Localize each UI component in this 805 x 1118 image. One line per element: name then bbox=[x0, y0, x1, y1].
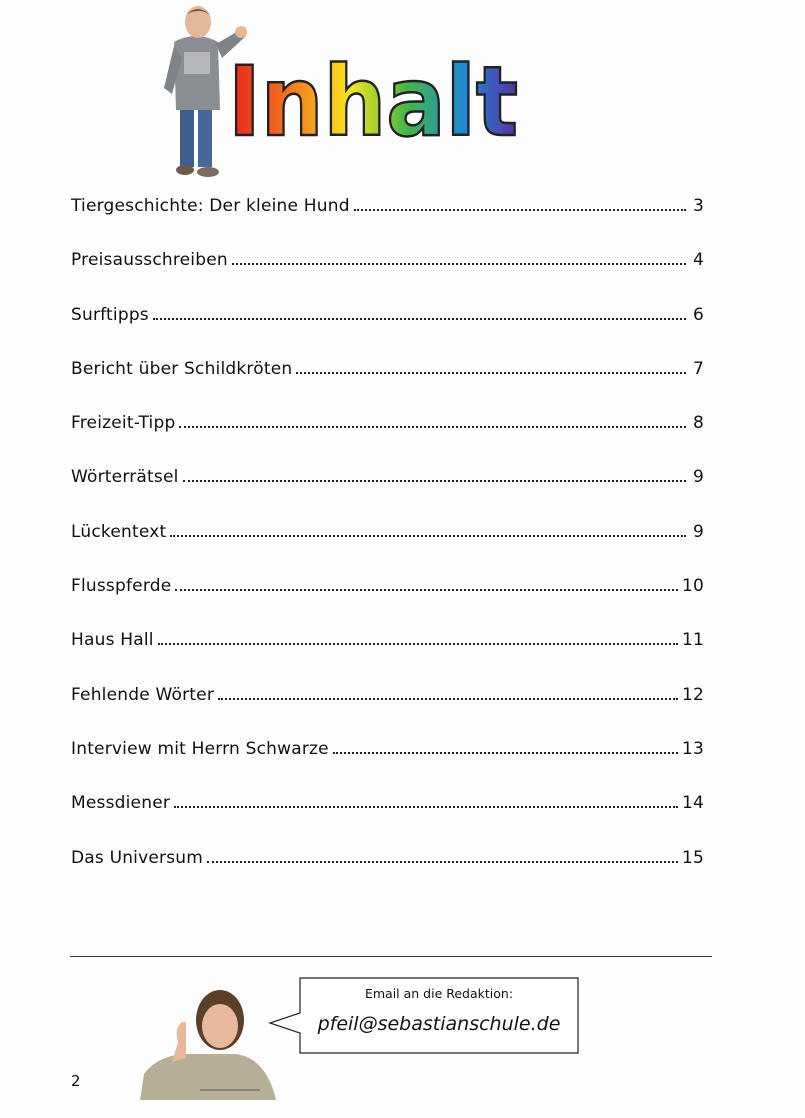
toc-dot-leader bbox=[333, 752, 678, 754]
toc-entry[interactable] bbox=[71, 739, 704, 793]
toc-dot-leader bbox=[158, 643, 678, 645]
toc-entry-page: 8 bbox=[692, 413, 704, 434]
toc-entry-title: Flusspferde bbox=[71, 576, 172, 597]
toc-entry-page: 6 bbox=[692, 304, 704, 325]
toc-entry-page: 15 bbox=[681, 847, 704, 868]
toc-dot-leader bbox=[179, 426, 686, 428]
toc-entry-page: 13 bbox=[681, 738, 704, 759]
toc-entry-page: 11 bbox=[681, 630, 704, 651]
title-text: Inhalt bbox=[228, 46, 518, 150]
toc-dot-leader bbox=[175, 589, 678, 591]
toc-entry-page: 9 bbox=[692, 521, 704, 542]
footer-divider bbox=[70, 956, 712, 957]
toc-entry[interactable] bbox=[71, 630, 704, 684]
toc-entry-page: 3 bbox=[692, 196, 704, 216]
toc-entry-title: Tiergeschichte: Der kleine Hund bbox=[71, 196, 350, 216]
toc-entry[interactable] bbox=[71, 196, 704, 250]
toc-entry[interactable] bbox=[71, 793, 704, 847]
toc-entry[interactable] bbox=[71, 848, 704, 902]
toc-entry-title: Surftipps bbox=[71, 304, 149, 325]
email-label: Email an die Redaktion: bbox=[364, 986, 514, 1001]
toc-entry-title: Preisausschreiben bbox=[71, 250, 228, 271]
toc-dot-leader bbox=[354, 209, 686, 211]
toc-entry-page: 12 bbox=[681, 684, 704, 705]
toc-entry[interactable] bbox=[71, 467, 704, 521]
toc-entry[interactable] bbox=[71, 522, 704, 576]
toc-entry-page: 9 bbox=[692, 467, 704, 488]
toc-dot-leader bbox=[153, 318, 686, 320]
toc-entry[interactable] bbox=[71, 250, 704, 304]
toc-entry-page: 7 bbox=[692, 358, 704, 379]
toc-entry-title: Interview mit Herrn Schwarze bbox=[71, 738, 329, 759]
toc-entry[interactable] bbox=[71, 413, 704, 467]
toc-dot-leader bbox=[207, 861, 678, 863]
toc-entry-title: Lückentext bbox=[71, 521, 167, 542]
toc-entry-title: Bericht über Schildkröten bbox=[71, 358, 293, 379]
page-number: 2 bbox=[71, 1072, 81, 1090]
toc-entry-title: Wörterrätsel bbox=[71, 467, 179, 488]
toc-entry-page: 10 bbox=[681, 576, 704, 597]
toc-entry-title: Freizeit-Tipp bbox=[71, 413, 176, 434]
toc-dot-leader bbox=[174, 806, 678, 808]
toc-entry[interactable] bbox=[71, 305, 704, 359]
page-title bbox=[228, 40, 528, 150]
toc-entry-page: 14 bbox=[681, 793, 704, 814]
toc-entry[interactable] bbox=[71, 359, 704, 413]
toc-entry-page: 4 bbox=[692, 250, 704, 271]
toc-dot-leader bbox=[218, 698, 678, 700]
toc-dot-leader bbox=[183, 480, 686, 482]
toc-dot-leader bbox=[170, 535, 686, 537]
girl-photo bbox=[140, 978, 280, 1100]
toc-entry-title: Fehlende Wörter bbox=[71, 684, 215, 705]
toc-entry[interactable] bbox=[71, 576, 704, 630]
email-address[interactable]: pfeil@sebastianschule.de bbox=[317, 1013, 561, 1035]
toc-entry-title: Das Universum bbox=[71, 847, 204, 868]
email-box bbox=[300, 978, 578, 1035]
toc-dot-leader bbox=[296, 372, 686, 374]
table-of-contents bbox=[71, 196, 704, 902]
toc-dot-leader bbox=[232, 263, 686, 265]
toc-entry[interactable] bbox=[71, 685, 704, 739]
toc-entry-title: Haus Hall bbox=[71, 630, 154, 651]
toc-entry-title: Messdiener bbox=[71, 793, 171, 814]
